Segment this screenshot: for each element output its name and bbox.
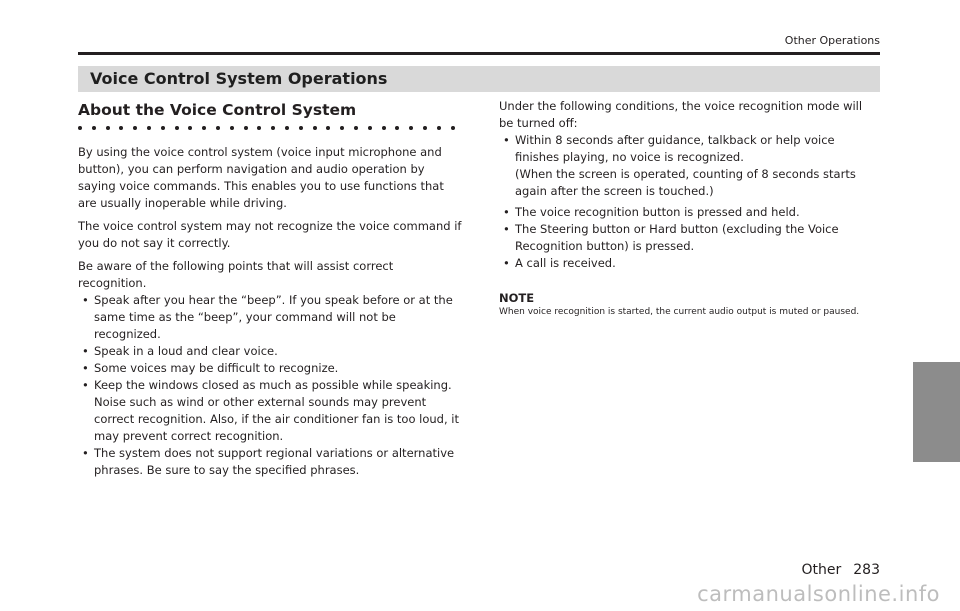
right-column: [499, 98, 879, 319]
dot: [409, 126, 413, 130]
bullet-glyph: •: [503, 133, 510, 147]
list-item: [499, 221, 879, 255]
side-tab: [913, 362, 960, 462]
dot: [216, 126, 220, 130]
bullet-list: [78, 292, 464, 479]
bullet-glyph: •: [503, 205, 510, 219]
bullet-glyph: •: [503, 256, 510, 270]
paragraph: By using the voice control system (voice input microphone and button), you can perform navigation and audio operation by saying voice commands. This enables you to use functions that are usually inoperable while driving.: [78, 145, 444, 210]
dot: [340, 126, 344, 130]
paragraph: Be aware of the following points that will assist correct recognition.: [78, 259, 394, 290]
bullet-glyph: •: [82, 446, 89, 460]
running-head: Other Operations: [784, 34, 880, 47]
dot: [368, 126, 372, 130]
dot: [175, 126, 179, 130]
list-item: [499, 132, 879, 200]
heading: About the Voice Control System: [78, 101, 357, 119]
list-item-text: Speak in a loud and clear voice.: [94, 344, 278, 358]
list-item-text: A call is received.: [515, 256, 616, 270]
dot: [202, 126, 206, 130]
top-rule: [78, 52, 880, 55]
dot: [147, 126, 151, 130]
bullet-glyph: •: [82, 378, 89, 392]
paragraph: Under the following conditions, the voice recognition mode will be turned off:: [499, 99, 863, 130]
dot: [451, 126, 455, 130]
dot: [244, 126, 248, 130]
dot: [437, 126, 441, 130]
dot: [423, 126, 427, 130]
dot: [161, 126, 165, 130]
page-footer: [802, 562, 881, 578]
dot: [257, 126, 261, 130]
dot: [119, 126, 123, 130]
dot: [395, 126, 399, 130]
section-bar: [78, 66, 880, 92]
dot: [354, 126, 358, 130]
dotted-rule: [78, 126, 464, 130]
dot: [285, 126, 289, 130]
dot: [271, 126, 275, 130]
bullet-glyph: •: [503, 222, 510, 236]
dot: [188, 126, 192, 130]
list-item: [499, 204, 879, 221]
list-item-text: Some voices may be difficult to recognize.: [94, 361, 339, 375]
list-item-text: Within 8 seconds after guidance, talkback or help voice finishes playing, no voice is recognized.: [515, 133, 835, 164]
list-item-text: Speak after you hear the “beep”. If you speak before or at the same time as the “beep”, your command will not be recognized.: [94, 293, 453, 341]
paragraph: The voice control system may not recognize the voice command if you do not say it correctly.: [78, 219, 462, 250]
note-text: When voice recognition is started, the current audio output is muted or paused.: [499, 307, 860, 317]
dot: [106, 126, 110, 130]
list-item-text: Keep the windows closed as much as possible while speaking. Noise such as wind or other external sounds may prevent correct recognition. Also, if the air conditioner fan is too loud, it may prevent correct recognition.: [94, 378, 459, 443]
dot: [299, 126, 303, 130]
list-item-text: The system does not support regional variations or alternative phrases. Be sure to say the specified phrases.: [94, 446, 455, 477]
dot: [382, 126, 386, 130]
bullet-glyph: •: [82, 344, 89, 358]
note-label: NOTE: [499, 291, 535, 305]
page-number: 283: [853, 562, 880, 578]
list-item-text: The Steering button or Hard button (excluding the Voice Recognition button) is pressed.: [515, 222, 839, 253]
bullet-glyph: •: [82, 361, 89, 375]
list-item-text: The voice recognition button is pressed and held.: [515, 205, 800, 219]
dot: [133, 126, 137, 130]
section-title: Voice Control System Operations: [90, 69, 388, 88]
list-item: [78, 445, 464, 479]
list-item-subtext: (When the screen is operated, counting of 8 seconds starts again after the screen is touched.): [515, 167, 856, 198]
list-item: [78, 360, 464, 377]
dot: [313, 126, 317, 130]
bullet-glyph: •: [82, 293, 89, 307]
dot: [326, 126, 330, 130]
list-item: [78, 343, 464, 360]
list-item: [499, 255, 879, 272]
footer-section: Other: [801, 562, 842, 578]
dot: [78, 126, 82, 130]
dot: [92, 126, 96, 130]
dot: [230, 126, 234, 130]
watermark: carmanualsonline.info: [697, 582, 940, 606]
list-item: [78, 377, 464, 445]
list-item: [78, 292, 464, 343]
bullet-list: [499, 132, 879, 272]
left-column: [78, 100, 464, 479]
